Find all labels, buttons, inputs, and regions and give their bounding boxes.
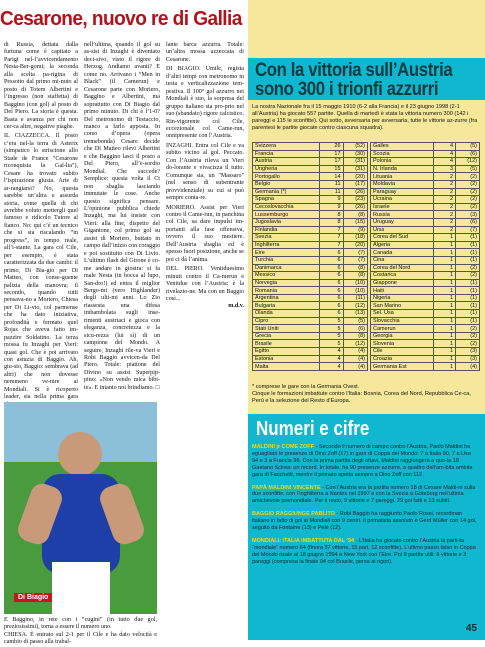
article-signature: m.d.v. [228,303,244,310]
victories: 15 [319,165,343,173]
victories: 11 [319,180,343,188]
victories: 5 [319,317,343,325]
victories: 5 [319,332,343,340]
numbers-item-text: - L’Italia ha giocato contro l’Austria la parti-ta “mondiale” numero 64 (finora 37 vittorie, 15 pari, 12 sconfitte). L’ultimo passo falso in Coppa del Mondo risale al 18 giugno 1994 a New York con l’Eire. Poi 9 partite utili: 6 vittorie e 3 pareggi (compresa la finale 94 col Brasile, persa ai rigori). [252,537,476,565]
victories: 14 [319,173,343,181]
team-name: Norvegia [253,279,320,287]
games: (8) [343,272,367,280]
victories: 1 [433,332,455,340]
team-name: Malta [253,363,320,371]
page-number: 45 [465,623,477,634]
article-paragraph: MORIERO. Assist per Vieri contro il Came-run, in panchina col Cile, sa dare impulsi im-portanti alla fase offensiva, ovvero il suo mestiere. Dell’Austria sbaglia ed è spesso fuori posizione, anche se poi ci dà l’anima. [166,204,245,263]
team-name: Scozia [371,150,434,158]
table-row [371,294,480,302]
games: (2) [456,325,480,333]
victories: 4 [319,355,343,363]
team-name: Urss [371,226,434,234]
games: (1) [456,302,480,310]
team-name: Bulgaria [253,302,320,310]
team-name: Croazia [371,355,434,363]
table-row [371,196,480,204]
victories: 5 [319,325,343,333]
sidebar-intro: La nostra Nazionale fra il 15 maggio 1910 (6-2 alla Francia) e il 23 giugno 1998 (2-1 all’Austria) ha giocato 557 partite. Quella di martedì è stata la vittoria numero 300 (142 i pareggi e 115 le sconfitte). Qui sotto, avversaria per avversaria, tutte le vittorie az-zurre (fra parentesi le partite giocate contro ciascuna squadra). [252,104,478,131]
team-name: Israele [371,203,434,211]
team-name: Austria [253,158,320,166]
team-name: Georgia [371,332,434,340]
table-row [253,310,368,318]
team-name: Danimarca [253,264,320,272]
victories: 1 [433,348,455,356]
article-column-2 [84,42,160,398]
photo-caption-text [4,617,157,646]
team-name: Slovacchia [371,317,434,325]
team-name: Sel. Usa [371,310,434,318]
team-name: Nigeria [371,294,434,302]
table-row [253,150,368,158]
games: (6) [343,325,367,333]
table-row [253,180,368,188]
victories: 6 [319,264,343,272]
victories: 7 [319,226,343,234]
games: (4) [343,363,367,371]
table-row [371,203,480,211]
games: (5) [456,143,480,151]
victories: 1 [433,302,455,310]
footnote-text: * comprese le gare con la Germania Ovest. Cinque le formazioni imbattute contro l’Italia: Bosnia, Corea del Nord, Repubblica Ce-ca, Perù e la selezione del Resto d’Europa. [252,384,471,404]
games: (2) [456,173,480,181]
numbers-box-text [252,444,478,572]
games: (8) [343,264,367,272]
sidebar-title-line-2: sono 300 i trionfi azzurri [255,79,439,100]
victories-table-left [252,142,368,371]
table-row [253,211,368,219]
games: (9) [343,226,367,234]
team-name: Polonia [371,158,434,166]
victories: 17 [319,150,343,158]
victories: 6 [319,302,343,310]
victories: 5 [319,340,343,348]
table-row [253,302,368,310]
table-row [253,196,368,204]
team-name: Inghilterra [253,241,320,249]
victories-table-right [370,142,480,371]
page-headline: Cesarone, nuovo re di Gallia [0,7,242,30]
team-name: Giappone [371,279,434,287]
games: (6) [456,150,480,158]
table-row [253,264,368,272]
numbers-item-text: - Secondo il numero di campo contro l’Austria, Paolo Maldini ha eguagliato le presenze di Dino Zoff (17) in gare di Coppa del Mondo: 7 a Italia 90, 7 a Usa 94 e 3 a Francia 98. Con la prima partita degli ottavi, Maldini raggiungerà a quo-ta 18 Gaetano Scirea: un record. In totale, ha 90 presenze azzurre, a quattro dell’am-bita ambita gara di Facchetti, mentre il primato spetta sempre a Dino Zoff con 112. [252,444,473,478]
team-name: Haiti [371,287,434,295]
games: (12) [343,340,367,348]
table-row [253,363,368,371]
games: (2) [456,203,480,211]
victories: 17 [319,158,343,166]
games: (52) [343,143,367,151]
victories: 6 [319,279,343,287]
team-name: Turchia [253,256,320,264]
team-name: Ungheria [253,165,320,173]
table-row [371,348,480,356]
games: (7) [343,256,367,264]
numbers-item [252,485,478,506]
victories: 1 [433,325,455,333]
team-name: Germania (*) [253,188,320,196]
team-name: Cipro [253,317,320,325]
victories: 1 [433,363,455,371]
team-name: Egitto [253,348,320,356]
games: (31) [343,165,367,173]
games: (6) [456,218,480,226]
games: (20) [343,241,367,249]
table-row [371,363,480,371]
team-name: Romania [253,287,320,295]
table-row [253,249,368,257]
games: (11) [343,294,367,302]
games: (3) [456,355,480,363]
table-row [253,165,368,173]
numbers-item-text: - Con l’Austria era la partita numero 18 di Cesare Maldi-ni sulla due sconfitte, con l’Inghilterra a Nantes nel 1997 e con la Svezia a Göteborg nell’ultima amichevole premondiale. Per il resto, 9 vittorie e 7 pareggi. 29 gol fatti e 13 subiti. [252,484,476,505]
article-paragraph: DEL PIERO. Ventiduesimo minuti contro il Ca-merun e Ventidue con l’Austria: è la rivelazio-ne. Ma con un Baggio così... [166,266,244,302]
table-row [371,332,480,340]
games: (2) [456,196,480,204]
table-row [371,180,480,188]
table-row [253,325,368,333]
team-name: Olanda [253,310,320,318]
numbers-item-head: MALDINI jr COME ZOFF [252,444,315,450]
team-name: Ucraina [371,196,434,204]
team-name: Cecoslovacchia [253,203,320,211]
games: (8) [343,332,367,340]
victories: 1 [433,279,455,287]
table-row [253,234,368,242]
team-name: Finlandia [253,226,320,234]
victories: 2 [433,203,455,211]
victories: 8 [319,218,343,226]
table-row [371,150,480,158]
victories: 1 [433,310,455,318]
team-name: Lituania [371,173,434,181]
victories: 4 [319,363,343,371]
numbers-item [252,538,478,566]
sidebar-title-line-1: Con la vittoria sull’Austria [255,60,453,81]
team-name: Grecia [253,332,320,340]
table-row [253,241,368,249]
games: (4) [343,355,367,363]
victories: 1 [433,355,455,363]
table-row [371,272,480,280]
games: (15) [343,218,367,226]
games: (1) [456,287,480,295]
victories: 2 [433,211,455,219]
numbers-item-head: BAGGIO RAGGIUNGE PABLITO [252,511,335,518]
table-row [371,241,480,249]
games: (30) [343,150,367,158]
victories: 1 [433,272,455,280]
victories: 1 [433,317,455,325]
table-row [371,211,480,219]
table-row [253,340,368,348]
table-row [371,158,480,166]
victories: 11 [319,188,343,196]
table-row [371,340,480,348]
games: (1) [456,279,480,287]
games: (2) [456,188,480,196]
team-name: Argentina [253,294,320,302]
table-row [253,332,368,340]
table-row [371,355,480,363]
games: (26) [343,188,367,196]
victories: 1 [433,287,455,295]
table-row [371,165,480,173]
table-row [253,279,368,287]
team-name: Germania Est [371,363,434,371]
games: (2) [456,264,480,272]
caption-text: E Baggino, in rete con i “cugini” (in tutto due gol, preziosissimi), torna a essere il numero uno. CHIESA. È entrato sul 2-1 per il Cile e ha dato velocità e cambio di passo alla trabal- [4,617,157,646]
team-name: Costarica [371,272,434,280]
victories: 4 [433,158,455,166]
games: (12) [456,158,480,166]
table-row [371,218,480,226]
games: (26) [343,203,367,211]
games: (17) [343,180,367,188]
player-photo [4,402,157,614]
article-paragraph: nell’ultima, quando il gol su as-sist di Inzaghi è diventato deci-sivo, visto il rigore di Herzog. Andiamo avanti? E come no. Arrivano i “Men in Black” (il Camerun) e Cesarone parte con Moriero, Baggino e Albertini, ma soprattutto con Di Biagio dal primo minuto. Di chi è l’1-0? Del metronomo di Testaccio, manco a farlo apposta. In corso d’opera (opera tremebonda) Cesare decide che Di Matteo rilevi Albertini e che Baggino lasci il posto a Del Piero, all’e-sordio Mondial. Che succede? Semplice: questa volta il Ct non sbaglia lasciando immutate le cose. Anche questo significa pensare. L’opinione pubblica chiede Inzaghi, ma lui insiste con Vieri: alla fine, dispetto del Gigantone, col primo gol su assist di Moriero, buttato in campo dall’inizio con coraggio e poi sostituito con Di Livio. L’ultimo flash del Girone è co-me andare in giostra: si fa male Nesta (in bocca al lupo, San-dro!) ed entra il miglior Bergo-mi (vero Highlander) degli ulti-mi anni. Lo Zio riassesta una difesa imbambolata sugli inse-rimenti austriaci e gioca con eleganza, concretezza e la sicu-rezza (lui sì) di un campione del Mondo. A seguire, Inzaghi rile-va Vieri e Robi Baggio avvicen-da Del Piero. Totale: piattone del Divino su assist Superpip-pino: «Non vendo mica bibi-te». E intanto noi brindiamo. □ [84,42,160,391]
table-row [371,325,480,333]
table-row [253,226,368,234]
games: (4) [343,348,367,356]
games: (31) [343,158,367,166]
team-name: Svizzera [253,143,320,151]
numbers-item [252,444,478,479]
games: (8) [343,211,367,219]
victories: 1 [433,234,455,242]
numbers-item-head: MONDIALI: ITALIA IMBATTUTA DAL ’94 [252,537,355,544]
games: (1) [456,241,480,249]
table-row [371,188,480,196]
games: (5) [343,317,367,325]
victories: 1 [433,264,455,272]
team-name: Cile [371,348,434,356]
table-row [371,249,480,257]
team-name: Lussemburgo [253,211,320,219]
games: (1) [456,310,480,318]
games: (20) [343,173,367,181]
table-row [371,143,480,151]
games: (2) [456,340,480,348]
table-row [253,294,368,302]
victories: 6 [319,287,343,295]
games: (1) [456,234,480,242]
team-name: Slovenia [371,340,434,348]
team-name: Eire [253,249,320,257]
numbers-item-text: - Robi Baggio ha raggiunto Paolo Rossi, recordman italiano in fatto di gol ai Mondiali con 9 centri. Il primatista assoluto è Gerd Müller con 14 gol, seguito da Fontaine (13) e Pelé (12). [252,511,477,532]
victories: 9 [319,203,343,211]
table-row [253,218,368,226]
table-row [253,188,368,196]
table-footnote [252,384,480,405]
victories: 2 [433,188,455,196]
team-name: Uruguay [371,218,434,226]
victories: 3 [433,165,455,173]
victories: 8 [319,211,343,219]
team-name: Cina [371,256,434,264]
team-name: Estonia [253,355,320,363]
table-row [371,317,480,325]
victories: 1 [433,294,455,302]
victories: 26 [319,143,343,151]
games: (13) [343,310,367,318]
team-name: Messico [253,272,320,280]
team-name: Portogallo [253,173,320,181]
games: (1) [456,256,480,264]
victories: 7 [319,241,343,249]
victories: 1 [433,256,455,264]
victories: 6 [319,310,343,318]
table-row [253,158,368,166]
games: (2) [456,272,480,280]
games: (23) [343,196,367,204]
games: (7) [343,249,367,257]
table-row [371,234,480,242]
team-name: Svezia [253,234,320,242]
table-row [371,279,480,287]
table-row [253,173,368,181]
table-row [371,226,480,234]
victories: 1 [433,249,455,257]
victories: 6 [319,272,343,280]
table-row [371,264,480,272]
photo-caption: Di Biagio [14,593,52,602]
victories: 4 [319,348,343,356]
team-name: Moldavia [371,180,434,188]
games: (4) [456,363,480,371]
table-row [253,287,368,295]
article-paragraph: lante barca azzurra. Totale: un’altra mossa azzeccata di Cesarone. [166,42,244,63]
victories: 1 [433,241,455,249]
table-row [253,256,368,264]
victories: 9 [319,196,343,204]
article-paragraph: IL CIAZZECCA. Il posto c’era nel-la terra di Asterix (simpatico lo striscione allo Stade de France "Cesarone riconquista la Gal-lia"), Cesare ha trovato subito l’ispirazione giusta. Arte di ar-rangiarsi? No, questa sarebbe un’altra e assurda storia, come quella di chi avrebbe voluto mettergli quel famoso e ridicolo Tutore al fianco. No: qui c’è un tecnico che si sta riscalando “in progress”, in tempo reale, all’i-stante. La gara col Cile, per esempio, è stata caratterizzata da due cambi: il primo, Di Bia-gio per Di Matteo, con conse-guente palizia della manovra; il secondo, quando tutti pensava-no a Moriero, Chiesa per Di Li-vio, col parmense che ha dato iniziativa, profondità e fermato quel Rojas che aveva fatto im-pazzire Soldatino. La terza mossa fu Inzaghi per Vieri: quasi gol. Che è poi arrivato con astuzia di Baggio. Ah, giu-sto, Baggio: sembrava (ad altri) che non dovesse nemmeno ve-nire ai Mondiali. Si è ricoperto leader, sia nella prima gara [4,133,78,401]
numbers-box-title: Numeri e cifre [256,418,370,440]
victories: 1 [433,340,455,348]
games: (1) [456,249,480,257]
team-name: Algeria [371,241,434,249]
player-illustration [4,402,157,614]
victories: 4 [433,150,455,158]
numbers-item [252,511,478,532]
table-row [253,348,368,356]
table-row [253,317,368,325]
article-column-3 [166,42,244,398]
table-row [253,143,368,151]
victories: 4 [433,143,455,151]
table-row [253,355,368,363]
victories: 6 [319,249,343,257]
article-paragraph: di Russia, dettata dalla furtuna come è capitato a Parigi nel-l’avvicendamento Nesta-Ber-gomi; la seconda alla scelta pa-rigina di Pessotto dal primo mi-nuto al posto di Totem Albertini e l’ingresso (non staffetta) di Baggino (con gol) al posto di Del Piero. La storia è questa. Basta e avanza per chi non cer-ca altre, negative piaghe. [4,42,78,130]
victories: 7 [319,234,343,242]
article-paragraph: DI BIAGIO. Umile, regista d’altri tempi con metronomo in testa e verticalizzazione tem-pestiva. Il 100° gol azzurro nei Mondiali è suo, la sorpresa del gruppo italiano sta pro-prio nel suo (sbandato) rigore calcistico. Rin-vigorente col Cile, eccezionale col Came-run, onnipresente con l’Austria. [166,66,244,140]
team-name: San Marino [371,302,434,310]
table-row [253,272,368,280]
team-name: Corea del Sud [371,234,434,242]
article-paragraph: INZAGHI. Entra col Cile e va subito vicino al gol. Peccato. Con l’Austria rileva un Vieri do-lorante e vivacizza il tutto. Comunque sia, un "Massaro" (nel senso di subentrante provvidenziale) su cui si può sempre conta-re. [166,142,244,202]
table-row [371,256,480,264]
games: (10) [343,279,367,287]
victories: 2 [433,173,455,181]
team-name: Francia [253,150,320,158]
games: (1) [456,294,480,302]
table-row [371,173,480,181]
team-name: Paraguay [371,188,434,196]
team-name: Galles [371,143,434,151]
team-name: Corea del Nord [371,264,434,272]
games: (7) [456,226,480,234]
games: (3) [456,348,480,356]
team-name: Stati Uniti [253,325,320,333]
team-name: Brasile [253,340,320,348]
games: (2) [456,332,480,340]
games: (12) [343,302,367,310]
table-row [371,310,480,318]
games: (18) [343,234,367,242]
games: (5) [456,165,480,173]
team-name: Russia [371,211,434,219]
team-name: N. Irlanda [371,165,434,173]
victories: 2 [433,226,455,234]
numbers-item-head: PAPÀ MALDINI VINCENTE [252,484,321,491]
victories: 2 [433,180,455,188]
team-name: Belgio [253,180,320,188]
table-row [253,203,368,211]
victories: 6 [319,294,343,302]
games: (2) [456,180,480,188]
team-name: Spagna [253,196,320,204]
victories: 6 [319,256,343,264]
victories: 2 [433,218,455,226]
team-name: Canada [371,249,434,257]
team-name: Jugoslavia [253,218,320,226]
team-name: Camerun [371,325,434,333]
article-column-1 [4,42,78,401]
table-row [371,287,480,295]
table-row [371,302,480,310]
games: (1) [456,317,480,325]
games: (3) [456,211,480,219]
games: (10) [343,287,367,295]
victories: 2 [433,196,455,204]
